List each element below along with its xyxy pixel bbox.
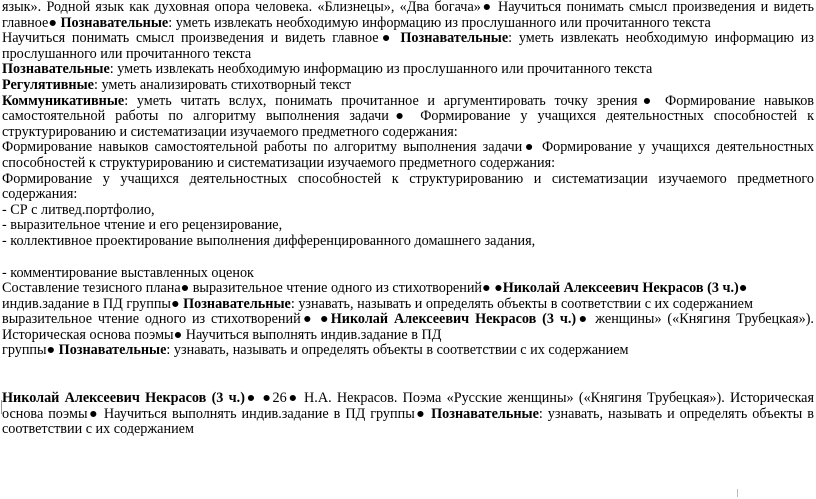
paragraph-4: Регулятивные: уметь анализировать стихотворный текст bbox=[2, 76, 352, 93]
blank-line bbox=[2, 359, 814, 375]
section-marker-line bbox=[1, 400, 2, 414]
paragraph-5: Коммуникативные: уметь читать вслух, понимать прочитанное и аргументировать точку зрения● Формирование навыков самостоятельной работы по алгоритму выполнения задачи● Формирование у учащихся деятельностных способностей к структурированию и систематизации изучаемого предметного содержания: bbox=[2, 92, 814, 140]
paragraph-6: Формирование навыков самостоятельной работы по алгоритму выполнения задачи● Формирование у учащихся деятельностных способностей к структурированию и систематизации изучаемого предметного содержания: bbox=[2, 139, 814, 171]
blank-line bbox=[2, 250, 814, 266]
corner-mark bbox=[737, 489, 746, 497]
paragraph-2: Научиться понимать смысл произведения и видеть главное● Познавательные: уметь извлекать необходимую информацию из прослушанного или прочитанного текста bbox=[2, 30, 814, 62]
paragraph-11: группы● Познавательные: узнавать, называть и определять объекты в соответствии с их содержанием bbox=[2, 342, 629, 359]
paragraph-3: Познавательные: уметь извлекать необходимую информацию из прослушанного или прочитанного текста bbox=[2, 61, 653, 78]
list-item-4: - комментирование выставленных оценок bbox=[2, 264, 254, 281]
list-item-3: - коллективное проектирование выполнения дифференцированного домашнего задания, bbox=[2, 232, 536, 249]
blank-line bbox=[2, 375, 814, 391]
paragraph-1: язык». Родной язык как духовная опора человека. «Близнецы», «Два богача»● Научиться понимать смысл произведения и видеть главное● Познавательные: уметь извлекать необходимую информацию из прослушанного или прочитанного текста bbox=[2, 0, 814, 31]
paragraph-9: индив.задание в ПД группы● Познавательные: узнавать, называть и определять объекты в соответствии с их содержанием bbox=[2, 295, 753, 312]
paragraph-7: Формирование у учащихся деятельностных способностей к структурированию и систематизации изучаемого предметного содержания: bbox=[2, 170, 814, 203]
list-item-2: - выразительное чтение и его рецензирование, bbox=[2, 217, 283, 234]
paragraph-8: Составление тезисного плана● выразительное чтение одного из стихотворений● ●Николай Алексеевич Некрасов (3 ч.)● bbox=[2, 280, 748, 297]
document-body bbox=[2, 0, 814, 438]
paragraph-10: выразительное чтение одного из стихотворений● ●Николай Алексеевич Некрасов (3 ч.)● женщины» («Княгиня Трубецкая»). Историческая основа поэмы● Научиться выполнять индив.задание в ПД bbox=[2, 311, 814, 343]
list-item-1: - СР с литвед.портфолио, bbox=[2, 201, 155, 218]
paragraph-12: Николай Алексеевич Некрасов (3 ч.)● ●26● Н.А. Некрасов. Поэма «Русские женщины» («Княгиня Трубецкая»). Историческая основа поэмы● Научиться выполнять индив.задание в ПД группы● Познавательные: узнавать, называть и определять объекты в соответствии с их содержанием bbox=[2, 390, 814, 438]
